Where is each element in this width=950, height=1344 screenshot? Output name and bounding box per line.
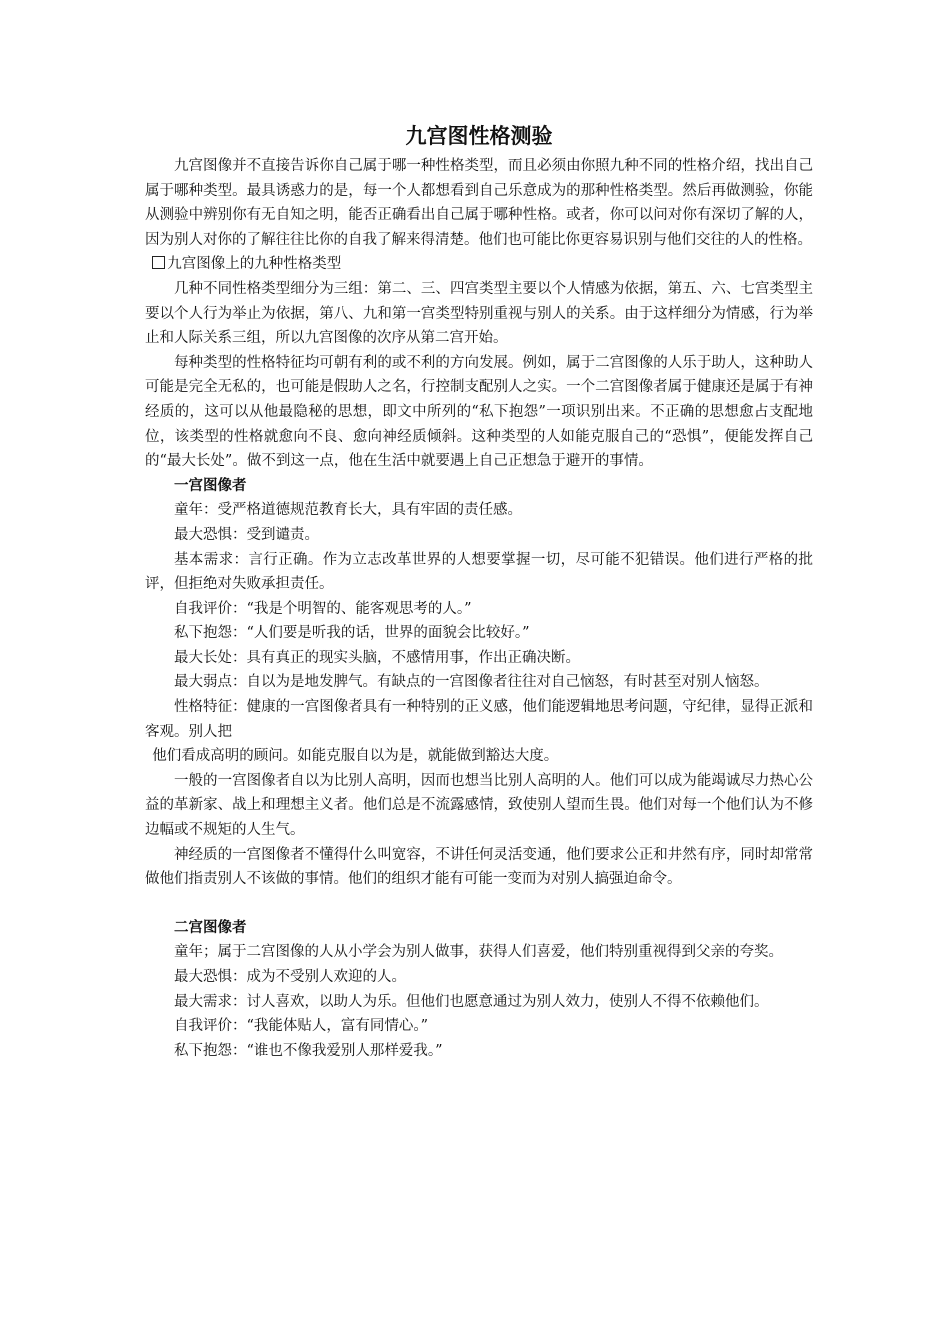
type2-childhood: 童年；属于二宫图像的人从小学会为别人做事，获得人们喜爱，他们特别重视得到父亲的夸奖。 bbox=[174, 944, 783, 961]
type1-paragraph: 一般的一宫图像者自以为比别人高明，因而也想当比别人高明的人。他们可以成为能竭诚尽力热心公益的革新家、战上和理想主义者。他们总是不流露感情，致使别人望而生畏。他们对每一个他们认为不修边幅或不规矩的人生气。 bbox=[145, 772, 813, 839]
type1-need: 基本需求：言行正确。作为立志改革世界的人想要掌握一切，尽可能不犯错误。他们进行严格的批评，但拒绝对失败承担责任。 bbox=[145, 551, 813, 593]
type1-self-evaluation: 自我评价：“我是个明智的、能客观思考的人。” bbox=[174, 600, 472, 617]
overview-paragraph: 几种不同性格类型细分为三组：第二、三、四宫类型主要以个人情感为依据，第五、六、七宫类型主要以个人行为举止为依据，第八、九和第一宫类型特别重视与别人的关系。由于这样细分为情感，行为举止和人际关系三组，所以九宫图像的次序从第二宫开始。 bbox=[145, 280, 813, 347]
section-heading-text: 九宫图像上的九种性格类型 bbox=[167, 256, 342, 273]
section-heading bbox=[145, 252, 813, 277]
type1-fear: 最大恐惧：受到谴责。 bbox=[174, 526, 319, 543]
type1-childhood: 童年：受严格道德规范教育长大，具有牢固的责任感。 bbox=[174, 502, 522, 519]
type1-traits: 性格特征：健康的一宫图像者具有一种特别的正义感，他们能逻辑地思考问题，守纪律，显得正派和客观。别人把 bbox=[145, 699, 813, 740]
page-title: 九宫图性格测验 bbox=[405, 124, 553, 148]
paragraph-spacer bbox=[145, 892, 813, 916]
document-page bbox=[145, 118, 813, 1063]
type1-paragraph: 神经质的一宫图像者不懂得什么叫宽容，不讲任何灵活变通，他们要求公正和井然有序，同时却常常做他们指责别人不该做的事情。他们的组织才能有可能一变而为对别人搞强迫命令。 bbox=[145, 846, 813, 888]
type2-need: 最大需求：讨人喜欢，以助人为乐。但他们也愿意通过为别人效力，使别人不得不依赖他们。 bbox=[174, 993, 769, 1010]
type1-heading: 一宫图像者 bbox=[174, 477, 247, 494]
type2-heading: 二宫图像者 bbox=[174, 919, 247, 936]
type2-complaint: 私下抱怨：“谁也不像我爱别人那样爱我。” bbox=[174, 1042, 443, 1059]
type1-complaint: 私下抱怨：“人们要是听我的话，世界的面貌会比较好。” bbox=[174, 625, 530, 642]
type2-fear: 最大恐惧：成为不受别人欢迎的人。 bbox=[174, 969, 406, 985]
type1-weakness: 最大弱点：自以为是地发脾气。有缺点的一宫图像者往往对自己恼怒，有时甚至对别人恼怒。 bbox=[174, 674, 769, 691]
type1-traits-continuation: 他们看成高明的顾问。如能克服自以为是，就能做到豁达大度。 bbox=[152, 748, 559, 765]
type1-strength: 最大长处：具有真正的现实头脑，不感情用事，作出正确决断。 bbox=[174, 649, 580, 666]
checkbox-square-icon bbox=[152, 256, 165, 269]
type2-self-evaluation: 自我评价：“我能体贴人，富有同情心。” bbox=[174, 1018, 429, 1035]
overview-paragraph: 每种类型的性格特征均可朝有利的或不利的方向发展。例如，属于二宫图像的人乐于助人，这种助人可能是完全无私的，也可能是假助人之名，行控制支配别人之实。一个二宫图像者属于健康还是属于有神经质的，这可以从他最隐秘的思想，即文中所列的“私下抱怨”一项识别出来。不正确的思想愈占支配地位，该类型的性格就愈向不良、愈向神经质倾斜。这种类型的人如能克服自己的“恐惧”，便能发挥自己的“最大长处”。做不到这一点，他在生活中就要遇上自己正想急于避开的事情。 bbox=[145, 354, 813, 470]
intro-paragraph: 九宫图像并不直接告诉你自己属于哪一种性格类型，而且必须由你照九种不同的性格介绍，找出自己属于哪种类型。最具诱惑力的是，每一个人都想看到自己乐意成为的那种性格类型。然后再做测验，你能从测验中辨别你有无自知之明，能否正确看出自己属于哪种性格。或者，你可以问对你有深切了解的人，因为别人对你的了解往往比你的自我了解来得清楚。他们也可能比你更容易识别与他们交往的人的性格。 bbox=[145, 158, 813, 248]
